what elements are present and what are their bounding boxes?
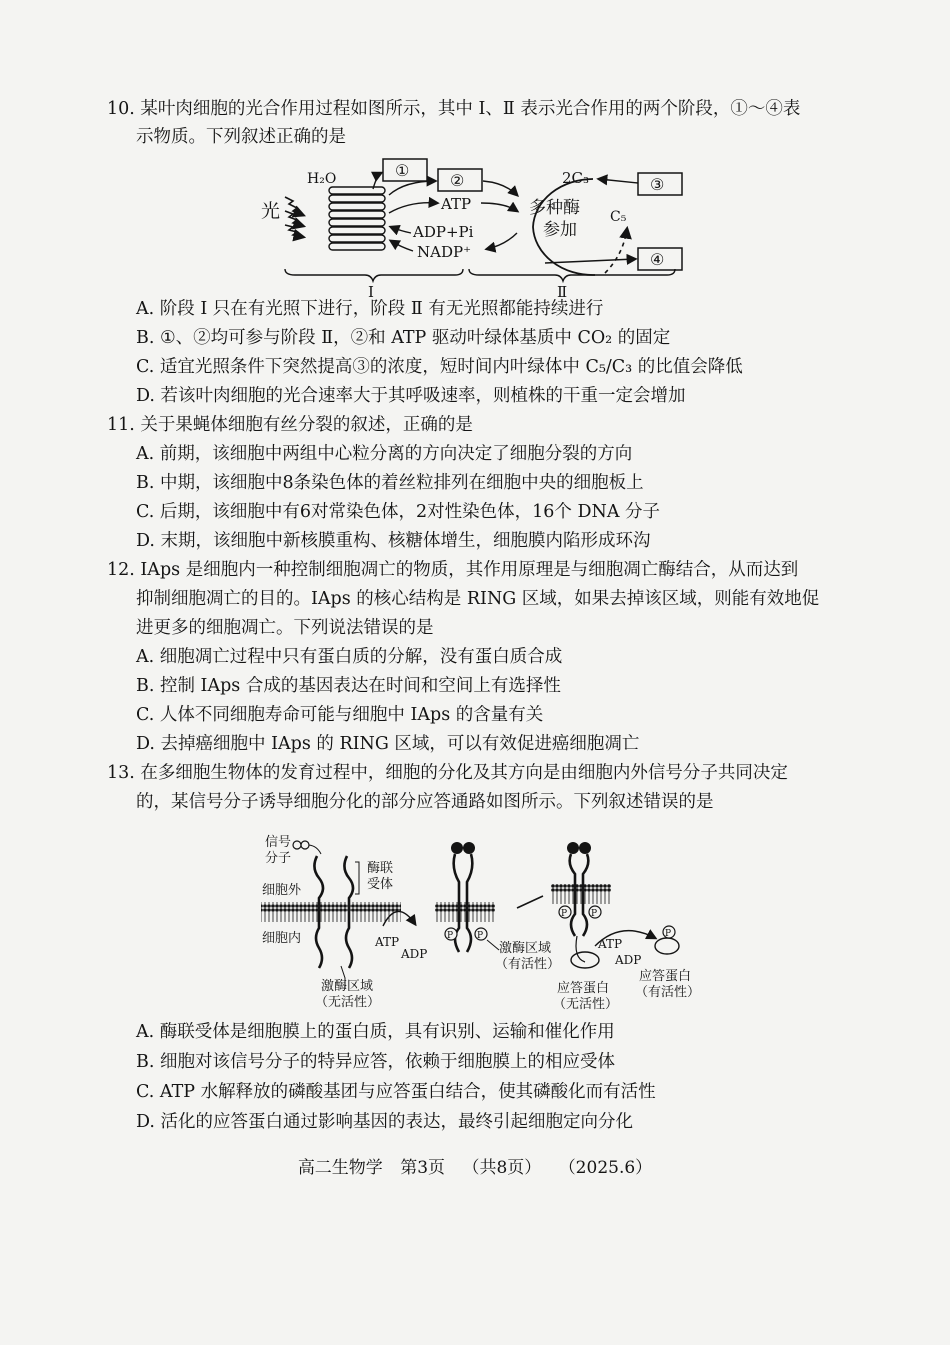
p-badge-5: P — [665, 929, 672, 939]
footer-subject: 高二生物学 — [297, 1158, 383, 1178]
q10-option-c: C. 适宜光照条件下突然提高③的浓度，短时间内叶绿体中 C₅/C₃ 的比值会降低 — [136, 357, 743, 377]
p-badge-4: P — [591, 909, 598, 919]
q10-stem-line1: 10. 某叶肉细胞的光合作用过程如图所示，其中 Ⅰ、Ⅱ 表示光合作用的两个阶段，①～④表 — [107, 99, 801, 119]
kinase-inactive-label-1: 激酶区域 — [321, 979, 374, 994]
q13-option-b: B. 细胞对该信号分子的特异应答，依赖于细胞膜上的相应受体 — [136, 1052, 615, 1072]
enzyme-label-2: 参加 — [543, 220, 577, 240]
enzyme-label-1: 多种酶 — [529, 198, 580, 218]
q13-option-d: D. 活化的应答蛋白通过影响基因的表达，最终引起细胞定向分化 — [136, 1112, 634, 1132]
q11-option-a: A. 前期，该细胞中两组中心粒分离的方向决定了细胞分裂的方向 — [136, 444, 633, 464]
q13-option-a: A. 酶联受体是细胞膜上的蛋白质，具有识别、运输和催化作用 — [136, 1022, 615, 1042]
p-badge-1: P — [447, 931, 454, 941]
q13-stem-line1: 13. 在多细胞生物体的发育过程中，细胞的分化及其方向是由细胞内外信号分子共同决定 — [107, 763, 788, 783]
signal-label-1: 信号 — [265, 835, 292, 850]
resp-active-label-2: （有活性） — [635, 985, 701, 1000]
p-badge-2: P — [477, 931, 484, 941]
q13-option-c: C. ATP 水解释放的磷酸基团与应答蛋白结合，使其磷酸化而有活性 — [136, 1082, 656, 1102]
box4-label: ④ — [650, 250, 665, 269]
q11-option-b: B. 中期，该细胞中8条染色体的着丝粒排列在细胞中央的细胞板上 — [136, 473, 644, 493]
light-rays — [285, 197, 303, 237]
photosynthesis-diagram — [255, 155, 695, 305]
resp-active-label-1: 应答蛋白 — [639, 969, 692, 984]
atp-label-1: ATP — [375, 935, 400, 949]
atp-label: ATP — [441, 195, 472, 213]
q12-option-b: B. 控制 IAps 合成的基因表达在时间和空间上有选择性 — [136, 676, 561, 696]
box3-label: ③ — [650, 175, 665, 194]
q13-stem-line2: 的，某信号分子诱导细胞分化的部分应答通路如图所示。下列叙述错误的是 — [136, 792, 714, 812]
footer-date: （2025.6） — [558, 1158, 653, 1178]
footer-page: 第3页 — [400, 1158, 446, 1178]
q10-stem-line2: 示物质。下列叙述正确的是 — [136, 127, 346, 147]
resp-inactive-label-2: （无活性） — [553, 997, 619, 1012]
q10-option-b: B. ①、②均可参与阶段 Ⅱ，②和 ATP 驱动叶绿体基质中 CO₂ 的固定 — [136, 328, 671, 348]
signaling-diagram — [255, 828, 715, 1018]
kinase-active-label-1: 激酶区域 — [499, 941, 552, 956]
inside-label: 细胞内 — [262, 931, 302, 946]
q12-option-c: C. 人体不同细胞寿命可能与细胞中 IAps 的含量有关 — [136, 705, 544, 725]
resp-inactive-label-1: 应答蛋白 — [557, 981, 610, 996]
q11-option-c: C. 后期，该细胞中有6对常染色体，2对性染色体，16个 DNA 分子 — [136, 502, 661, 522]
q12-stem-line1: 12. IAps 是细胞内一种控制细胞凋亡的物质，其作用原理是与细胞凋亡酶结合，从而达到 — [107, 560, 799, 580]
q10-option-a: A. 阶段 Ⅰ 只在有光照下进行，阶段 Ⅱ 有无光照都能持续进行 — [136, 299, 604, 319]
atp-label-2: ATP — [598, 937, 623, 951]
receptor-label-1: 酶联 — [367, 861, 394, 876]
page-footer — [0, 1153, 950, 1178]
p-badge-3: P — [561, 909, 568, 919]
receptor-label-2: 受体 — [367, 877, 394, 892]
adp-label-2: ADP — [615, 953, 642, 967]
light-label: 光 — [261, 200, 281, 222]
q12-stem-line3: 进更多的细胞凋亡。下列说法错误的是 — [136, 618, 434, 638]
stage2-label: Ⅱ — [557, 283, 568, 301]
q11-option-d: D. 末期，该细胞中新核膜重构、核糖体增生，细胞膜内陷形成环沟 — [136, 531, 651, 551]
q12-stem-line2: 抑制细胞凋亡的目的。IAps 的核心结构是 RING 区域，如果去掉该区域，则能有效地促 — [136, 589, 820, 609]
kinase-active-label-2: （有活性） — [495, 957, 561, 972]
stage1-label: Ⅰ — [368, 283, 374, 301]
c5-label: C₅ — [610, 209, 627, 225]
footer-total: （共8页） — [462, 1158, 542, 1178]
outside-label: 细胞外 — [262, 883, 302, 898]
signal-label-2: 分子 — [265, 851, 292, 866]
thylakoid-stack — [329, 187, 385, 250]
adp-label-1: ADP — [401, 947, 428, 961]
nadp-label: NADP⁺ — [417, 243, 471, 261]
q12-option-a: A. 细胞凋亡过程中只有蛋白质的分解，没有蛋白质合成 — [136, 647, 563, 667]
box1-label: ① — [395, 161, 410, 180]
kinase-inactive-label-2: （无活性） — [315, 995, 381, 1010]
q11-stem: 11. 关于果蝇体细胞有丝分裂的叙述，正确的是 — [107, 415, 473, 435]
q12-option-d: D. 去掉癌细胞中 IAps 的 RING 区域，可以有效促进癌细胞凋亡 — [136, 734, 640, 754]
q10-option-d: D. 若该叶肉细胞的光合速率大于其呼吸速率，则植株的干重一定会增加 — [136, 386, 686, 406]
h2o-label: H₂O — [307, 171, 337, 187]
box2-label: ② — [450, 171, 465, 190]
c3-label: 2C₃ — [562, 169, 590, 187]
adp-pi-label: ADP+Pi — [413, 223, 474, 241]
